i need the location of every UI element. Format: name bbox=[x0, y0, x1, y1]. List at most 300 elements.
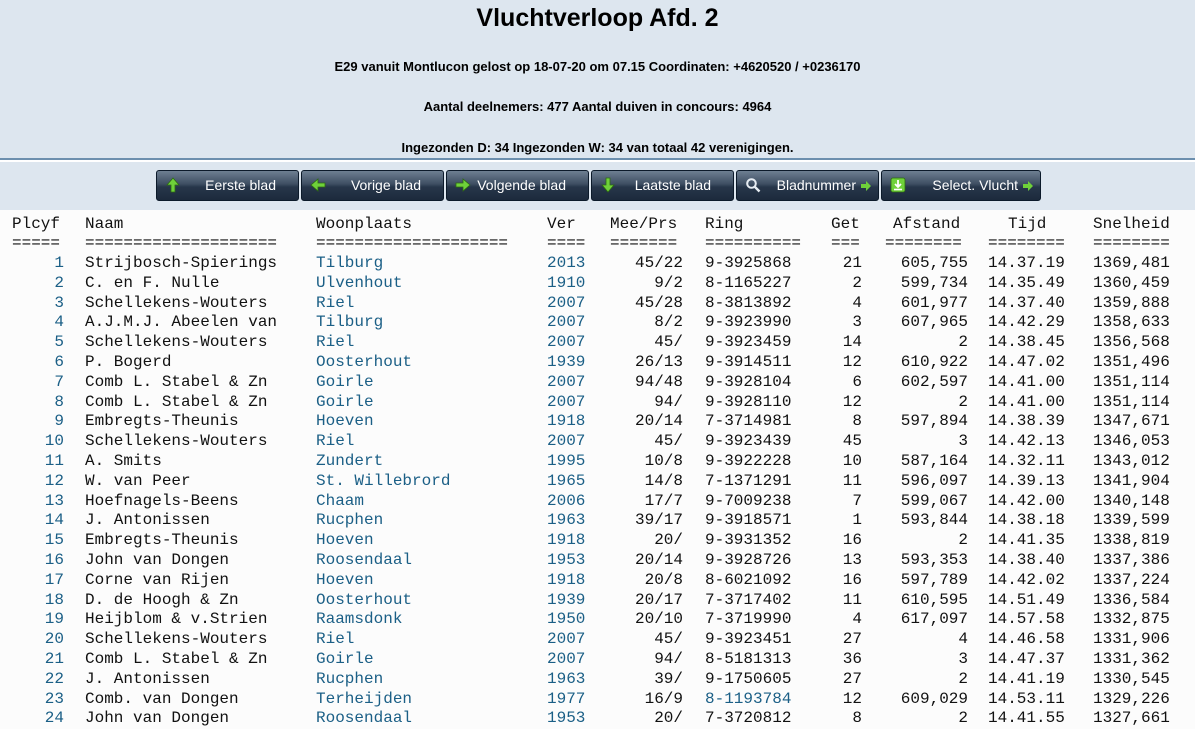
cell-ring-number: 9-3923451 bbox=[705, 630, 792, 649]
separator: ==================== bbox=[85, 234, 278, 252]
cell-name: John van Dongen bbox=[85, 709, 230, 728]
cell-ring-number: 9-3928104 bbox=[705, 372, 792, 391]
cell-marked: 8 bbox=[852, 412, 862, 431]
cell-distance: 599,067 bbox=[900, 491, 968, 510]
cell-entries-prizes: 20/ bbox=[654, 531, 683, 550]
cell-distance: 593,353 bbox=[900, 551, 968, 569]
cell-name: Hoefnagels-Beens bbox=[85, 491, 239, 510]
cell-entries-prizes: 20/14 bbox=[634, 551, 683, 569]
select-flight-button[interactable] bbox=[881, 170, 1041, 201]
results-table bbox=[0, 210, 1195, 729]
cell-distance: 605,755 bbox=[900, 254, 968, 272]
cell-ring-number: 9-3925868 bbox=[705, 254, 792, 272]
cell-name: Comb L. Stabel & Zn bbox=[85, 372, 268, 391]
table-row bbox=[0, 550, 1195, 570]
separator: ======== bbox=[988, 234, 1065, 252]
cell-club-number[interactable]: 1995 bbox=[547, 452, 586, 470]
cell-residence[interactable]: Tilburg bbox=[316, 254, 384, 272]
cell-speed: 1338,819 bbox=[1093, 531, 1170, 550]
table-row bbox=[0, 629, 1195, 649]
last-page-button[interactable] bbox=[591, 170, 734, 201]
cell-entries-prizes: 45/ bbox=[654, 333, 683, 352]
table-row bbox=[0, 431, 1195, 451]
cell-name: Schellekens-Wouters bbox=[85, 293, 268, 312]
last-page-label: Laatste blad bbox=[634, 177, 711, 193]
cell-ring-number[interactable]: 8-1193784 bbox=[705, 689, 792, 708]
cell-club-number[interactable]: 2006 bbox=[547, 491, 586, 510]
cell-placing[interactable]: 22 bbox=[44, 669, 64, 688]
cell-club-number[interactable]: 2007 bbox=[547, 432, 586, 451]
table-row bbox=[0, 352, 1195, 372]
cell-placing[interactable]: 5 bbox=[54, 333, 64, 352]
cell-arrival-time: 14.41.00 bbox=[988, 392, 1065, 411]
cell-name: J. Antonissen bbox=[85, 511, 210, 530]
table-row bbox=[0, 293, 1195, 313]
cell-ring-number: 7-3719990 bbox=[705, 610, 792, 629]
cell-speed: 1331,906 bbox=[1093, 630, 1170, 649]
cell-ring-number: 8-3813892 bbox=[705, 293, 792, 312]
cell-residence[interactable]: Hoeven bbox=[316, 412, 374, 431]
cell-speed: 1356,568 bbox=[1093, 333, 1170, 352]
cell-speed: 1343,012 bbox=[1093, 452, 1170, 470]
cell-entries-prizes: 39/ bbox=[654, 669, 683, 688]
cell-placing[interactable]: 6 bbox=[54, 353, 64, 371]
cell-distance: 587,164 bbox=[900, 452, 968, 470]
cell-placing[interactable]: 17 bbox=[44, 570, 64, 589]
cell-club-number[interactable]: 2007 bbox=[547, 293, 586, 312]
participants-info: Aantal deelnemers: 477 Aantal duiven in concours: 4964 bbox=[423, 99, 772, 114]
cell-residence[interactable]: Rucphen bbox=[316, 669, 384, 688]
cell-marked: 27 bbox=[842, 669, 862, 688]
column-header-naam: Naam bbox=[85, 215, 124, 233]
column-header-snelheid: Snelheid bbox=[1093, 215, 1170, 233]
page-title: Vluchtverloop Afd. 2 bbox=[476, 4, 719, 32]
cell-speed: 1341,904 bbox=[1093, 471, 1170, 490]
cell-entries-prizes: 20/10 bbox=[634, 610, 683, 629]
cell-placing[interactable]: 24 bbox=[44, 709, 64, 728]
cell-distance: 607,965 bbox=[900, 313, 968, 332]
cell-speed: 1336,584 bbox=[1093, 590, 1170, 609]
cell-marked: 21 bbox=[842, 254, 862, 272]
cell-arrival-time: 14.35.49 bbox=[988, 273, 1065, 292]
cell-speed: 1329,226 bbox=[1093, 689, 1170, 708]
cell-club-number[interactable]: 2007 bbox=[547, 333, 586, 352]
cell-distance: 2 bbox=[958, 669, 968, 688]
cell-marked: 13 bbox=[842, 551, 862, 569]
cell-placing[interactable]: 8 bbox=[54, 392, 64, 411]
cell-distance: 602,597 bbox=[900, 372, 968, 391]
cell-arrival-time: 14.37.40 bbox=[988, 293, 1065, 312]
cell-distance: 617,097 bbox=[900, 610, 968, 629]
cell-ring-number: 9-3918571 bbox=[705, 511, 792, 530]
cell-name: W. van Peer bbox=[85, 471, 191, 490]
cell-speed: 1359,888 bbox=[1093, 293, 1170, 312]
cell-name: Schellekens-Wouters bbox=[85, 432, 268, 451]
cell-club-number[interactable]: 1950 bbox=[547, 610, 586, 629]
cell-name: J. Antonissen bbox=[85, 669, 210, 688]
separator: === bbox=[831, 234, 860, 252]
cell-speed: 1360,459 bbox=[1093, 273, 1170, 292]
cell-ring-number: 9-3931352 bbox=[705, 531, 792, 550]
cell-residence[interactable]: Oosterhout bbox=[316, 353, 413, 371]
cell-ring-number: 9-3914511 bbox=[705, 353, 792, 371]
cell-club-number[interactable]: 1963 bbox=[547, 511, 586, 530]
cell-speed: 1351,114 bbox=[1093, 392, 1170, 411]
cell-speed: 1347,671 bbox=[1093, 412, 1170, 431]
cell-marked: 1 bbox=[852, 511, 862, 530]
cell-club-number[interactable]: 1910 bbox=[547, 273, 586, 292]
column-header-woonplaats: Woonplaats bbox=[316, 215, 413, 233]
cell-ring-number: 9-3923990 bbox=[705, 313, 792, 332]
cell-residence[interactable]: Goirle bbox=[316, 392, 374, 411]
cell-arrival-time: 14.51.49 bbox=[988, 590, 1065, 609]
cell-residence[interactable]: Chaam bbox=[316, 491, 365, 510]
cell-entries-prizes: 45/ bbox=[654, 630, 683, 649]
separator: ========== bbox=[705, 234, 802, 252]
cell-arrival-time: 14.42.00 bbox=[988, 491, 1065, 510]
cell-speed: 1331,362 bbox=[1093, 650, 1170, 668]
page-number-label: Bladnummer bbox=[776, 177, 856, 193]
table-row bbox=[0, 689, 1195, 709]
cell-marked: 7 bbox=[852, 491, 862, 510]
cell-distance: 2 bbox=[958, 392, 968, 411]
cell-name: John van Dongen bbox=[85, 551, 230, 569]
cell-speed: 1351,496 bbox=[1093, 353, 1170, 371]
separator: ======= bbox=[610, 234, 678, 252]
cell-entries-prizes: 94/48 bbox=[634, 372, 683, 391]
cell-club-number[interactable]: 1977 bbox=[547, 689, 586, 708]
cell-residence[interactable]: St. Willebrord bbox=[316, 471, 451, 490]
cell-placing[interactable]: 15 bbox=[44, 531, 64, 550]
cell-residence[interactable]: Rucphen bbox=[316, 511, 384, 530]
cell-club-number[interactable]: 1918 bbox=[547, 531, 586, 550]
cell-placing[interactable]: 4 bbox=[54, 313, 64, 332]
cell-arrival-time: 14.37.19 bbox=[988, 254, 1065, 272]
cell-club-number[interactable]: 1953 bbox=[547, 709, 586, 728]
cell-name: Corne van Rijen bbox=[85, 570, 230, 589]
cell-residence[interactable]: Roosendaal bbox=[316, 551, 413, 569]
cell-entries-prizes: 16/9 bbox=[644, 689, 683, 708]
download-icon bbox=[890, 177, 906, 193]
cell-entries-prizes: 14/8 bbox=[644, 471, 683, 490]
cell-entries-prizes: 20/8 bbox=[644, 570, 683, 589]
cell-entries-prizes: 9/2 bbox=[654, 273, 683, 292]
cell-placing[interactable]: 3 bbox=[54, 293, 64, 312]
next-page-label: Volgende blad bbox=[477, 177, 566, 193]
cell-club-number[interactable]: 1939 bbox=[547, 353, 586, 371]
cell-placing[interactable]: 13 bbox=[44, 491, 64, 510]
cell-placing[interactable]: 18 bbox=[44, 590, 64, 609]
cell-placing[interactable]: 1 bbox=[54, 254, 64, 272]
cell-name: Heijblom & v.Strien bbox=[85, 610, 268, 629]
cell-club-number[interactable]: 1939 bbox=[547, 590, 586, 609]
cell-arrival-time: 14.41.55 bbox=[988, 709, 1065, 728]
cell-entries-prizes: 45/28 bbox=[634, 293, 683, 312]
arrow-right-small-icon bbox=[1022, 180, 1034, 192]
cell-marked: 3 bbox=[852, 313, 862, 332]
release-info: E29 vanuit Montlucon gelost op 18-07-20 om 07.15 Coordinaten: +4620520 / +0236170 bbox=[334, 59, 861, 74]
cell-residence[interactable]: Roosendaal bbox=[316, 709, 413, 728]
table-row bbox=[0, 332, 1195, 352]
cell-residence[interactable]: Oosterhout bbox=[316, 590, 413, 609]
cell-marked: 10 bbox=[842, 452, 862, 470]
cell-ring-number: 9-3923459 bbox=[705, 333, 792, 352]
cell-residence[interactable]: Riel bbox=[316, 432, 355, 451]
table-row bbox=[0, 708, 1195, 728]
cell-residence[interactable]: Hoeven bbox=[316, 570, 374, 589]
cell-arrival-time: 14.38.40 bbox=[988, 551, 1065, 569]
magnifier-icon bbox=[745, 177, 761, 193]
cell-arrival-time: 14.46.58 bbox=[988, 630, 1065, 649]
cell-name: Comb. van Dongen bbox=[85, 689, 239, 708]
cell-name: Embregts-Theunis bbox=[85, 412, 239, 431]
cell-entries-prizes: 8/2 bbox=[654, 313, 683, 332]
cell-marked: 27 bbox=[842, 630, 862, 649]
cell-entries-prizes: 45/ bbox=[654, 432, 683, 451]
page-number-button[interactable] bbox=[736, 170, 879, 201]
cell-club-number[interactable]: 2007 bbox=[547, 630, 586, 649]
cell-speed: 1337,224 bbox=[1093, 570, 1170, 589]
cell-arrival-time: 14.38.39 bbox=[988, 412, 1065, 431]
cell-placing[interactable]: 23 bbox=[44, 689, 64, 708]
cell-marked: 14 bbox=[842, 333, 862, 352]
cell-distance: 599,734 bbox=[900, 273, 968, 292]
cell-entries-prizes: 17/7 bbox=[644, 491, 683, 510]
cell-placing[interactable]: 19 bbox=[44, 610, 64, 629]
cell-residence[interactable]: Terheijden bbox=[316, 689, 413, 708]
cell-residence[interactable]: Ulvenhout bbox=[316, 273, 403, 292]
column-header-get: Get bbox=[831, 215, 860, 233]
cell-speed: 1346,053 bbox=[1093, 432, 1170, 451]
cell-entries-prizes: 20/14 bbox=[634, 412, 683, 431]
submitted-info: Ingezonden D: 34 Ingezonden W: 34 van totaal 42 verenigingen. bbox=[401, 140, 794, 155]
arrow-down-icon bbox=[600, 177, 616, 193]
cell-marked: 45 bbox=[842, 432, 862, 451]
cell-name: Strijbosch-Spierings bbox=[85, 254, 278, 272]
table-separator-row bbox=[0, 233, 1195, 253]
cell-name: P. Bogerd bbox=[85, 353, 172, 371]
cell-speed: 1330,545 bbox=[1093, 669, 1170, 688]
cell-ring-number: 7-1371291 bbox=[705, 471, 792, 490]
cell-club-number[interactable]: 2013 bbox=[547, 254, 586, 272]
cell-arrival-time: 14.32.11 bbox=[988, 452, 1065, 470]
cell-placing[interactable]: 16 bbox=[44, 551, 64, 569]
cell-arrival-time: 14.57.58 bbox=[988, 610, 1065, 629]
cell-ring-number: 9-3928726 bbox=[705, 551, 792, 569]
cell-distance: 2 bbox=[958, 333, 968, 352]
cell-arrival-time: 14.39.13 bbox=[988, 471, 1065, 490]
cell-residence[interactable]: Goirle bbox=[316, 372, 374, 391]
cell-name: D. de Hoogh & Zn bbox=[85, 590, 239, 609]
table-header-row bbox=[0, 214, 1195, 234]
cell-name: C. en F. Nulle bbox=[85, 273, 220, 292]
report-header bbox=[0, 0, 1195, 160]
cell-distance: 596,097 bbox=[900, 471, 968, 490]
cell-name: Schellekens-Wouters bbox=[85, 630, 268, 649]
separator: ==== bbox=[547, 234, 586, 252]
cell-residence[interactable]: Riel bbox=[316, 630, 355, 649]
cell-residence[interactable]: Riel bbox=[316, 293, 355, 312]
cell-speed: 1358,633 bbox=[1093, 313, 1170, 332]
cell-ring-number: 9-3923439 bbox=[705, 432, 792, 451]
cell-speed: 1351,114 bbox=[1093, 372, 1170, 391]
cell-speed: 1327,661 bbox=[1093, 709, 1170, 728]
cell-ring-number: 7-3717402 bbox=[705, 590, 792, 609]
cell-distance: 2 bbox=[958, 531, 968, 550]
cell-placing[interactable]: 7 bbox=[54, 372, 64, 391]
cell-club-number[interactable]: 1918 bbox=[547, 412, 586, 431]
cell-ring-number: 9-1750605 bbox=[705, 669, 792, 688]
cell-placing[interactable]: 9 bbox=[54, 412, 64, 431]
table-row bbox=[0, 649, 1195, 669]
cell-marked: 11 bbox=[842, 590, 862, 609]
cell-placing[interactable]: 10 bbox=[44, 432, 64, 451]
cell-club-number[interactable]: 2007 bbox=[547, 313, 586, 332]
cell-entries-prizes: 20/ bbox=[654, 709, 683, 728]
cell-marked: 12 bbox=[842, 689, 862, 708]
cell-ring-number: 8-6021092 bbox=[705, 570, 792, 589]
cell-distance: 609,029 bbox=[900, 689, 968, 708]
cell-distance: 593,844 bbox=[900, 511, 968, 530]
column-header-ring: Ring bbox=[705, 215, 744, 233]
separator: ======== bbox=[1093, 234, 1170, 252]
cell-name: Comb L. Stabel & Zn bbox=[85, 650, 268, 668]
cell-arrival-time: 14.38.18 bbox=[988, 511, 1065, 530]
first-page-button[interactable] bbox=[156, 170, 299, 201]
cell-entries-prizes: 94/ bbox=[654, 650, 683, 668]
cell-residence[interactable]: Tilburg bbox=[316, 313, 384, 332]
cell-marked: 16 bbox=[842, 570, 862, 589]
cell-name: Schellekens-Wouters bbox=[85, 333, 268, 352]
cell-club-number[interactable]: 2007 bbox=[547, 650, 586, 668]
table-row bbox=[0, 570, 1195, 590]
table-row bbox=[0, 590, 1195, 610]
cell-arrival-time: 14.42.02 bbox=[988, 570, 1065, 589]
cell-arrival-time: 14.38.45 bbox=[988, 333, 1065, 352]
arrow-right-small-icon bbox=[860, 180, 872, 192]
cell-placing[interactable]: 20 bbox=[44, 630, 64, 649]
cell-arrival-time: 14.41.19 bbox=[988, 669, 1065, 688]
separator: ======== bbox=[885, 234, 962, 252]
cell-marked: 2 bbox=[852, 273, 862, 292]
cell-arrival-time: 14.47.37 bbox=[988, 650, 1065, 668]
cell-club-number[interactable]: 1918 bbox=[547, 570, 586, 589]
cell-arrival-time: 14.47.02 bbox=[988, 353, 1065, 371]
page-navigation bbox=[0, 162, 1195, 210]
cell-club-number[interactable]: 2007 bbox=[547, 392, 586, 411]
table-row bbox=[0, 669, 1195, 689]
cell-placing[interactable]: 2 bbox=[54, 273, 64, 292]
cell-ring-number: 8-5181313 bbox=[705, 650, 792, 668]
table-row bbox=[0, 253, 1195, 273]
cell-ring-number: 7-3714981 bbox=[705, 412, 792, 431]
column-header-plcyf: Plcyf bbox=[12, 215, 61, 233]
cell-residence[interactable]: Goirle bbox=[316, 650, 374, 668]
cell-marked: 12 bbox=[842, 392, 862, 411]
cell-arrival-time: 14.42.13 bbox=[988, 432, 1065, 451]
cell-placing[interactable]: 21 bbox=[44, 650, 64, 668]
cell-distance: 2 bbox=[958, 709, 968, 728]
cell-entries-prizes: 10/8 bbox=[644, 452, 683, 470]
table-row bbox=[0, 392, 1195, 412]
cell-speed: 1332,875 bbox=[1093, 610, 1170, 629]
cell-arrival-time: 14.53.11 bbox=[988, 689, 1065, 708]
cell-entries-prizes: 94/ bbox=[654, 392, 683, 411]
cell-ring-number: 9-7009238 bbox=[705, 491, 792, 510]
cell-ring-number: 7-3720812 bbox=[705, 709, 792, 728]
cell-distance: 3 bbox=[958, 650, 968, 668]
cell-ring-number: 9-3922228 bbox=[705, 452, 792, 470]
cell-speed: 1339,599 bbox=[1093, 511, 1170, 530]
previous-page-button[interactable] bbox=[301, 170, 444, 201]
cell-club-number[interactable]: 2007 bbox=[547, 372, 586, 391]
arrow-right-icon bbox=[455, 177, 471, 193]
cell-placing[interactable]: 11 bbox=[44, 452, 64, 470]
cell-marked: 36 bbox=[842, 650, 862, 668]
table-row bbox=[0, 510, 1195, 530]
cell-residence[interactable]: Raamsdonk bbox=[316, 610, 403, 629]
cell-club-number[interactable]: 1965 bbox=[547, 471, 586, 490]
cell-arrival-time: 14.42.29 bbox=[988, 313, 1065, 332]
cell-speed: 1340,148 bbox=[1093, 491, 1170, 510]
cell-marked: 11 bbox=[842, 471, 862, 490]
table-row bbox=[0, 609, 1195, 629]
first-page-label: Eerste blad bbox=[205, 177, 276, 193]
cell-marked: 4 bbox=[852, 293, 862, 312]
cell-placing[interactable]: 14 bbox=[44, 511, 64, 530]
cell-residence[interactable]: Hoeven bbox=[316, 531, 374, 550]
cell-residence[interactable]: Riel bbox=[316, 333, 355, 352]
column-header-ver: Ver bbox=[547, 215, 576, 233]
table-row bbox=[0, 451, 1195, 471]
arrow-up-icon bbox=[165, 177, 181, 193]
cell-placing[interactable]: 12 bbox=[44, 471, 64, 490]
cell-distance: 601,977 bbox=[900, 293, 968, 312]
table-row bbox=[0, 530, 1195, 550]
previous-page-label: Vorige blad bbox=[350, 177, 421, 193]
separator: ===== bbox=[12, 234, 61, 252]
cell-marked: 4 bbox=[852, 610, 862, 629]
cell-name: Comb L. Stabel & Zn bbox=[85, 392, 268, 411]
cell-residence[interactable]: Zundert bbox=[316, 452, 384, 470]
cell-club-number[interactable]: 1953 bbox=[547, 551, 586, 569]
cell-distance: 4 bbox=[958, 630, 968, 649]
cell-name: A. Smits bbox=[85, 452, 162, 470]
cell-club-number[interactable]: 1963 bbox=[547, 669, 586, 688]
cell-entries-prizes: 45/22 bbox=[634, 254, 683, 272]
table-row bbox=[0, 411, 1195, 431]
cell-marked: 8 bbox=[852, 709, 862, 728]
cell-distance: 597,894 bbox=[900, 412, 968, 431]
next-page-button[interactable] bbox=[446, 170, 589, 201]
table-row bbox=[0, 491, 1195, 511]
cell-marked: 16 bbox=[842, 531, 862, 550]
cell-arrival-time: 14.41.00 bbox=[988, 372, 1065, 391]
cell-speed: 1337,386 bbox=[1093, 551, 1170, 569]
cell-distance: 597,789 bbox=[900, 570, 968, 589]
table-row bbox=[0, 312, 1195, 332]
cell-ring-number: 9-3928110 bbox=[705, 392, 792, 411]
cell-arrival-time: 14.41.35 bbox=[988, 531, 1065, 550]
column-header-afstand: Afstand bbox=[893, 215, 961, 233]
cell-ring-number: 8-1165227 bbox=[705, 273, 792, 292]
cell-distance: 3 bbox=[958, 432, 968, 451]
cell-distance: 610,922 bbox=[900, 353, 968, 371]
cell-distance: 610,595 bbox=[900, 590, 968, 609]
cell-marked: 6 bbox=[852, 372, 862, 391]
column-header-mee-prs: Mee/Prs bbox=[610, 215, 678, 233]
cell-entries-prizes: 39/17 bbox=[634, 511, 683, 530]
